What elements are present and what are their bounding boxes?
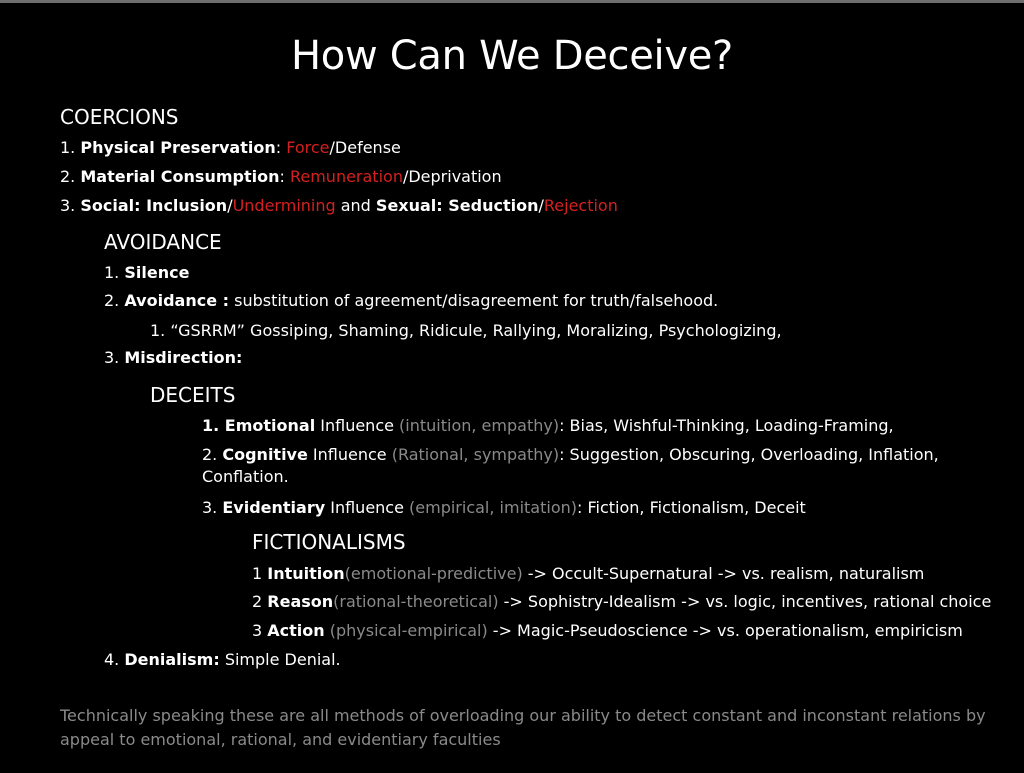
item-red-term: Force <box>286 138 330 157</box>
fictionalisms-heading: FICTIONALISMS <box>252 530 406 554</box>
fictionalism-item-3 <box>252 620 963 642</box>
deceit-item-1 <box>202 415 894 437</box>
item-number: 1. <box>60 138 81 157</box>
item-mid: Influence <box>307 445 392 464</box>
avoidance-item-1 <box>104 262 189 284</box>
item-rest: -> Occult-Supernatural -> vs. realism, naturalism <box>522 564 925 583</box>
coercion-item-3 <box>60 195 618 217</box>
item-label: 1. Emotional <box>202 416 316 435</box>
item-rest: -> Sophistry-Idealism -> vs. logic, incentives, rational choice <box>498 592 992 611</box>
item-label: Material Consumption <box>80 167 280 186</box>
item-label-2: Sexual: Seduction <box>375 196 539 215</box>
item-gray-note: (rational-theoretical) <box>333 592 499 611</box>
item-label: Intuition <box>267 564 345 583</box>
item-rest: substitution of agreement/disagreement for truth/falsehood. <box>229 291 719 310</box>
item-gray-note: (physical-empirical) <box>324 621 488 640</box>
item-label: Misdirection: <box>124 348 243 367</box>
item-number: 1 <box>252 564 268 583</box>
avoidance-item-3 <box>104 347 242 369</box>
item-label: Silence <box>124 263 190 282</box>
item-label: Reason <box>267 592 334 611</box>
item-rest: -> Magic-Pseudoscience -> vs. operationalism, empiricism <box>487 621 963 640</box>
coercion-item-2 <box>60 166 502 188</box>
item-gray-note: (Rational, sympathy) <box>391 445 560 464</box>
item-rest: /Deprivation <box>402 167 502 186</box>
fictionalism-item-1 <box>252 563 924 585</box>
item-rest: : Fiction, Fictionalism, Deceit <box>577 498 806 517</box>
item-number: 3. <box>104 348 125 367</box>
item-label: Action <box>267 621 325 640</box>
item-number: 3 <box>252 621 268 640</box>
item-colon: : <box>275 138 287 157</box>
item-number: 1. <box>104 263 125 282</box>
item-number: 4. <box>104 650 125 669</box>
coercions-heading: COERCIONS <box>60 105 179 129</box>
item-gray-note: (intuition, empathy) <box>399 416 560 435</box>
slide-title: How Can We Deceive? <box>291 33 733 79</box>
footer-note: Technically speaking these are all methods of overloading our ability to detect constant and inconstant relations by appeal to emotional, rational, and evidentiary faculties <box>60 706 986 749</box>
item-rest: : Bias, Wishful-Thinking, Loading-Framing, <box>559 416 894 435</box>
item-label: Evidentiary <box>222 498 326 517</box>
item-label: Denialism: <box>124 650 220 669</box>
item-label: Physical Preservation <box>80 138 276 157</box>
item-red-term-2: Rejection <box>543 196 618 215</box>
item-mid: Influence <box>325 498 410 517</box>
item-label: Cognitive <box>222 445 308 464</box>
fictionalism-item-2 <box>252 591 991 613</box>
item-rest: /Defense <box>329 138 401 157</box>
item-number: 2 <box>252 592 268 611</box>
top-border <box>0 0 1024 3</box>
deceit-item-3 <box>202 497 806 519</box>
item-rest: Simple Denial. <box>219 650 341 669</box>
avoidance-item-2 <box>104 290 718 312</box>
item-rest: : Suggestion, Obscuring, Overloading, Inflation, Conflation. <box>202 445 939 486</box>
item-slash-2: / <box>538 196 544 215</box>
item-colon: : <box>279 167 290 186</box>
item-red-term: Remuneration <box>289 167 403 186</box>
item-number: 3. <box>202 498 223 517</box>
item-number: 3. <box>60 196 81 215</box>
item-label: Social: Inclusion <box>80 196 228 215</box>
item-number: 2. <box>104 291 125 310</box>
item-number: 2. <box>202 445 223 464</box>
item-label: Avoidance : <box>124 291 230 310</box>
item-gray-note: (emotional-predictive) <box>344 564 523 583</box>
item-red-term: Undermining <box>232 196 336 215</box>
avoidance-heading: AVOIDANCE <box>104 230 222 254</box>
item-and: and <box>335 196 376 215</box>
item-number: 2. <box>60 167 81 186</box>
item-slash: / <box>227 196 233 215</box>
denialism-item <box>104 649 341 671</box>
avoidance-subitem: 1. “GSRRM” Gossiping, Shaming, Ridicule, Rallying, Moralizing, Psychologizing, <box>150 321 782 340</box>
coercion-item-1 <box>60 137 401 159</box>
item-mid: Influence <box>315 416 400 435</box>
deceit-item-2 <box>202 444 962 488</box>
item-gray-note: (empirical, imitation) <box>409 498 577 517</box>
deceits-heading: DECEITS <box>150 383 236 407</box>
